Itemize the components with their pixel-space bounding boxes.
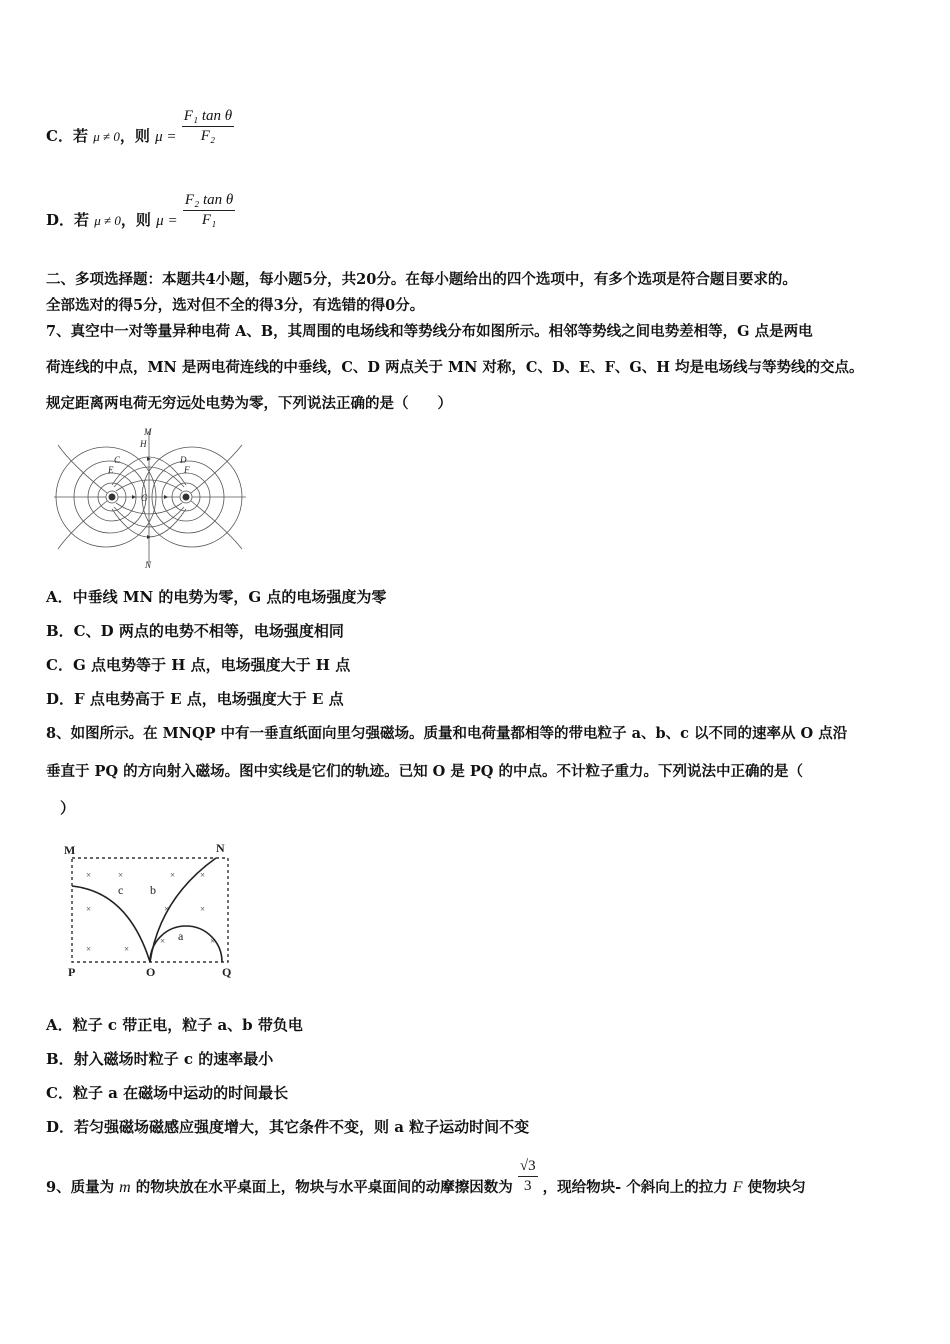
q7-label-m: M [144,427,152,437]
q8-stem-line2: 垂直于 PQ 的方向射入磁场。图中实线是它们的轨迹。已知 O 是 PQ 的中点。不计粒子重力。下列说法中正确的是（ [46,763,803,780]
section-header-line1: 二、多项选择题：本题共4小题，每小题5分，共20分。在每小题给出的四个选项中，有多个选项是符合题目要求的。 [46,271,797,288]
q7-label-c: C [114,455,121,465]
q6-option-d: D．若 μ ≠ 0，则 μ = $\frac{\text{F₂ tan θ}}{\text{F₁}}$ [46,191,234,229]
svg-text:×: × [86,904,92,914]
q8-option-d: D．若匀强磁场磁感应强度增大，其它条件不变，则 a 粒子运动时间不变 [46,1118,530,1136]
q8-option-c: C．粒子 a 在磁场中运动的时间最长 [46,1084,289,1102]
q7-label-n: N [145,560,152,570]
charge-b-icon [183,494,190,501]
q7-option-b: B．C、D 两点的电势不相等，电场强度相同 [46,622,344,640]
q9-fraction: $\frac{√3}{3}$ [519,1157,536,1194]
q7-label-e: E [108,465,114,475]
q7-label-g: G [141,493,148,503]
svg-text:×: × [164,904,170,914]
svg-text:×: × [210,936,216,946]
q8-stem-line1: 8、如图所示。在 MNQP 中有一垂直纸面向里匀强磁场。质量和电荷量都相等的带电粒子 a、b、c 以不同的速率从 O 点沿 [46,725,848,742]
q7-label-f: F [184,465,190,475]
q8-label-o: O [146,965,156,978]
q8-label-n: N [216,841,225,855]
q8-label-a: a [178,929,184,943]
q7-stem-line3: 规定距离两电荷无穷远处电势为零，下列说法正确的是（ ） [46,395,452,412]
q8-magnetic-field-figure [60,838,240,978]
svg-text:×: × [170,870,176,880]
q7-stem-line1: 7、真空中一对等量异种电荷 A、B，其周围的电场线和等势线分布如图所示。相邻等势线之间电势差相等，G 点是两电 [46,323,813,340]
q6-d-fraction: $\frac{\text{F₂ tan θ}}{\text{F₁}}$ [184,191,234,228]
q7-label-d: D [180,455,187,465]
q7-electric-field-figure [52,425,248,571]
q8-label-q: Q [222,965,232,978]
svg-text:×: × [86,870,92,880]
q7-stem-line2: 荷连线的中点，MN 是两电荷连线的中垂线，C、D 两点关于 MN 对称，C、D、E、F、G、H 均是电场线与等势线的交点。 [46,359,864,376]
q8-label-b: b [150,883,156,897]
q8-stem-line3: ） [60,799,76,817]
trajectory-c [72,886,150,962]
q6-c-fraction: $\frac{\text{F₁ tan θ}}{\text{F₂}}$ [183,107,233,144]
svg-text:×: × [160,936,166,946]
q8-option-b: B．射入磁场时粒子 c 的速率最小 [46,1050,274,1068]
q8-option-a: A．粒子 c 带正电，粒子 a、b 带负电 [46,1016,303,1034]
q8-label-c: c [118,883,124,897]
svg-text:×: × [86,944,92,954]
q7-option-d: D．F 点电势高于 E 点，电场强度大于 E 点 [46,690,344,708]
svg-text:×: × [118,870,124,880]
section-header-line2: 全部选对的得5分，选对但不全的得3分，有选错的得0分。 [46,297,425,314]
trajectory-b [150,858,216,962]
svg-text:×: × [200,904,206,914]
svg-text:×: × [200,870,206,880]
svg-text:×: × [124,944,130,954]
q7-label-h: H [140,439,147,449]
q8-label-m: M [64,843,76,857]
q6-option-c: C．若 μ ≠ 0，则 μ = $\frac{\text{F₁ tan θ}}{\text{F₂}}$ [46,107,233,145]
q7-option-c: C．G 点电势等于 H 点，电场强度大于 H 点 [46,656,351,674]
q8-label-p: P [68,965,76,978]
charge-a-icon [109,494,116,501]
q7-option-a: A．中垂线 MN 的电势为零，G 点的电场强度为零 [46,588,387,606]
q9-stem-line1: 9、质量为 m 的物块放在水平桌面上，物块与水平桌面间的动摩擦因数为 $\frac{√3}{3}$ ，现给物块- 个斜向上的拉力 F 使物块匀 [46,1157,806,1196]
